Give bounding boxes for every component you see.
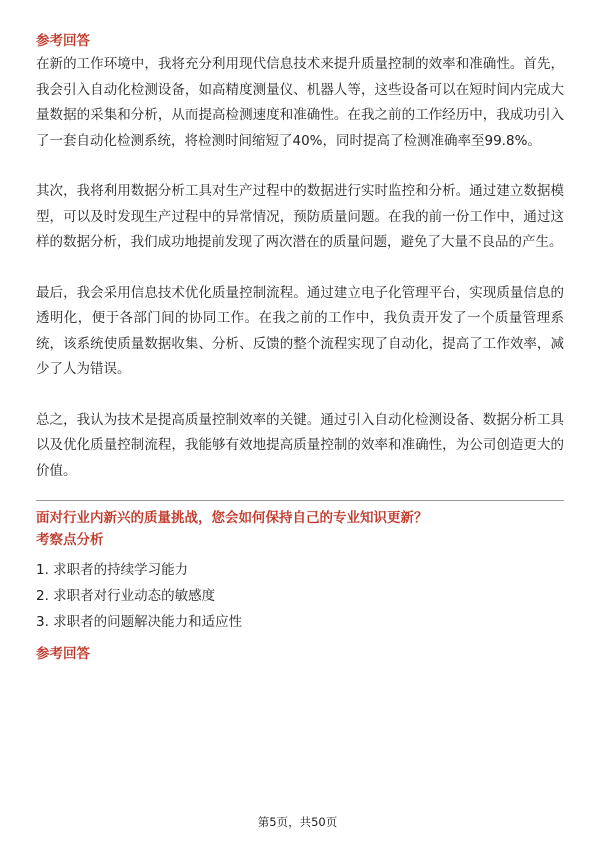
page-footer: 第5页，共50页 (257, 815, 338, 829)
analysis-point-2: 2. 求职者对行业动态的敏感度 (36, 588, 216, 604)
answer-paragraph-4: 总之，我认为技术是提高质量控制效率的关键。通过引入自动化检测设备、数据分析工具以及优化质量控制流程，我能够有效地提高质量控制的效率和准确性，为公司创造更大的价值。 (36, 411, 564, 479)
spacer (36, 154, 564, 179)
analysis-point-3: 3. 求职者的问题解决能力和适应性 (36, 614, 243, 630)
answer-paragraph-3: 最后，我会采用信息技术优化质量控制流程。通过建立电子化管理平台，实现质量信息的透明化，便于各部门间的协同工作。在我之前的工作中，我负责开发了一个质量管理系统，该系统使质量数据收集、分析、反馈的整个流程实现了自动化，提高了工作效率，减少了人为错误。 (36, 284, 564, 377)
spacer (36, 256, 564, 281)
question-title: 面对行业内新兴的质量挑战，您会如何保持自己的专业知识更新？ (36, 510, 428, 526)
answer-heading-2: 参考回答 (36, 646, 90, 662)
answer-paragraph-1: 在新的工作环境中，我将充分利用现代信息技术来提升质量控制的效率和准确性。首先，我会引入自动化检测设备，如高精度测量仪、机器人等，这些设备可以在短时间内完成大量数据的采集和分析，从而提高检测速度和准确性。在我之前的工作经历中，我成功引入了一套自动化检测系统，将检测时间缩短了40%，同时提高了检测准确率至99.8%。 (36, 56, 564, 149)
section-divider (36, 500, 564, 501)
analysis-point-1: 1. 求职者的持续学习能力 (36, 562, 189, 578)
analysis-list (36, 557, 564, 635)
analysis-heading: 考察点分析 (36, 532, 104, 548)
spacer (36, 383, 564, 408)
answer-heading: 参考回答 (36, 33, 90, 49)
document-page (36, 30, 564, 665)
answer-paragraph-2: 其次，我将利用数据分析工具对生产过程中的数据进行实时监控和分析。通过建立数据模型，可以及时发现生产过程中的异常情况，预防质量问题。在我的前一份工作中，通过这样的数据分析，我们成功地提前发现了两次潜在的质量问题，避免了大量不良品的产生。 (36, 183, 564, 250)
